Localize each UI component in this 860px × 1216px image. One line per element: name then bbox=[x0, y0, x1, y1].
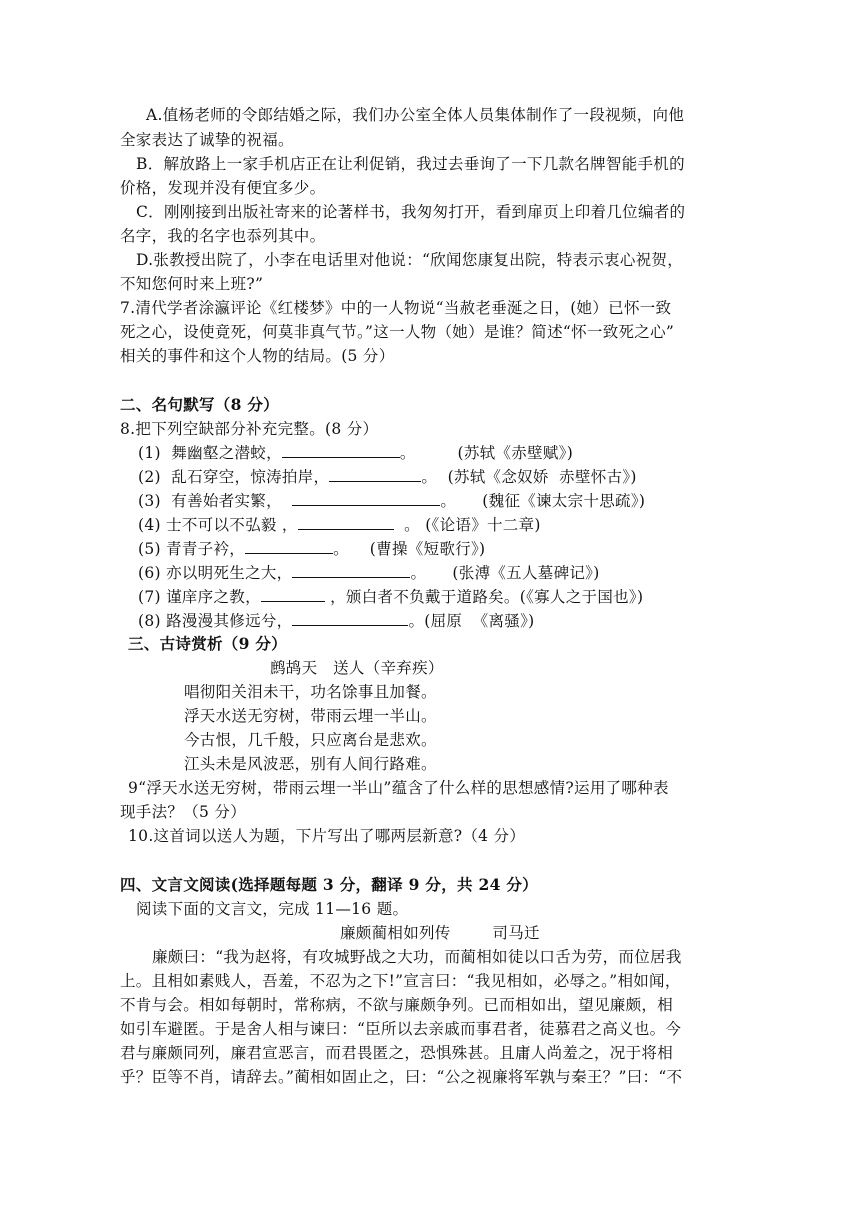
q8-prompt: 8.把下列空缺部分补充完整。(8 分） bbox=[120, 420, 379, 438]
fill-item-1: (1) 舞幽壑之潜蛟， 。 (苏轼《赤壁赋》) bbox=[138, 444, 574, 462]
answer-blank[interactable] bbox=[329, 466, 421, 482]
poem-line-2: 浮天水送无穷树，带雨云埋一半山。 bbox=[184, 707, 437, 725]
q6-option-a-line1: A.值杨老师的令郎结婚之际，我们办公室全体人员集体制作了一段视频，向他 bbox=[146, 106, 685, 124]
q7-line3: 相关的事件和这个人物的结局。(5 分） bbox=[120, 347, 395, 365]
passage-line-6: 乎？臣等不肖，请辞去。”蔺相如固止之，曰：“公之视廉将军孰与秦王？”曰：“不 bbox=[120, 1068, 683, 1086]
passage-line-4: 如引车避匿。于是舍人相与谏曰：“臣所以去亲戚而事君者，徒慕君之高义也。今 bbox=[120, 1020, 682, 1038]
poem-title: 鹧鸪天 送人（辛弃疾） bbox=[270, 659, 444, 677]
answer-blank[interactable] bbox=[245, 538, 333, 554]
fill-item-5: (5) 青青子衿， 。 (曹操《短歌行》) bbox=[138, 540, 486, 558]
q9-line2: 现手法？（5 分） bbox=[120, 803, 246, 821]
q9-line1: 9“浮天水送无穷树，带雨云埋一半山”蕴含了什么样的思想感情?运用了哪种表 bbox=[128, 779, 669, 797]
section3-heading: 三、古诗赏析（9 分） bbox=[128, 634, 287, 653]
answer-blank[interactable] bbox=[282, 442, 400, 458]
q6-option-d-line1: D.张教授出院了，小李在电话里对他说：“欣闻您康复出院，特表示衷心祝贺， bbox=[136, 251, 684, 269]
poem-line-1: 唱彻阳关泪未干，功名馀事且加餐。 bbox=[184, 683, 437, 701]
answer-blank[interactable] bbox=[292, 490, 440, 506]
q6-option-d-line2: 不知您何时来上班?” bbox=[120, 275, 264, 293]
passage-line-3: 不肯与会。相如每朝时，常称病，不欲与廉颇争列。已而相如出，望见廉颇，相 bbox=[120, 996, 674, 1014]
q6-option-b-line1: B．解放路上一家手机店正在让利促销，我过去垂询了一下几款名牌智能手机的 bbox=[136, 155, 685, 173]
section4-heading: 四、文言文阅读(选择题每题 3 分，翻译 9 分，共 24 分） bbox=[120, 875, 538, 894]
q7-line2: 死之心，设使竟死，何莫非真气节。”这一人物（她）是谁？简述“怀一致死之心” bbox=[120, 323, 675, 341]
section2-heading: 二、名句默写（8 分） bbox=[120, 395, 279, 414]
fill-item-7: (7) 谨庠序之教， ，颁白者不负戴于道路矣。(《寡人之于国也》) bbox=[138, 588, 644, 606]
answer-blank[interactable] bbox=[261, 586, 325, 602]
q6-option-c-line1: C．刚刚接到出版社寄来的论著样书，我匆匆打开，看到扉页上印着几位编者的 bbox=[136, 203, 686, 221]
answer-blank[interactable] bbox=[292, 562, 410, 578]
q7-line1: 7.清代学者涂瀛评论《红楼梦》中的一人物说“当赦老垂涎之日，(她）已怀一致 bbox=[120, 299, 672, 317]
fill-item-8: (8) 路漫漫其修远兮， 。(屈原 《离骚》) bbox=[138, 612, 535, 630]
q10: 10.这首词以送人为题，下片写出了哪两层新意?（4 分） bbox=[128, 827, 526, 845]
poem-line-3: 今古恨，几千般，只应离台是悲欢。 bbox=[184, 731, 437, 749]
passage-line-1: 廉颇曰：“我为赵将，有攻城野战之大功，而蔺相如徒以口舌为劳，而位居我 bbox=[152, 948, 682, 966]
answer-blank[interactable] bbox=[298, 514, 394, 530]
fill-item-6: (6) 亦以明死生之大， 。 (张溥《五人墓碑记》) bbox=[138, 564, 600, 582]
poem-line-4: 江头未是风波恶，别有人间行路难。 bbox=[184, 755, 437, 773]
passage-line-2: 上。且相如素贱人，吾羞，不忍为之下!”宣言曰：“我见相如，必辱之。”相如闻， bbox=[120, 972, 681, 990]
passage-title: 廉颇蔺相如列传 司马迁 bbox=[340, 924, 540, 942]
q6-option-a-line2: 全家表达了诚挚的祝福。 bbox=[120, 131, 294, 149]
fill-item-4: (4) 士不可以不弘毅 ， 。 (《论语》十二章) bbox=[138, 516, 541, 534]
fill-item-3: (3) 有善始者实繁， 。 (魏征《谏太宗十思疏》) bbox=[138, 492, 646, 510]
q6-option-b-line2: 价格，发现并没有便宜多少。 bbox=[120, 179, 326, 197]
fill-item-2: (2) 乱石穿空，惊涛拍岸， 。 (苏轼《念奴娇 赤壁怀古》) bbox=[138, 468, 637, 486]
section4-intro: 阅读下面的文言文，完成 11—16 题。 bbox=[136, 900, 409, 918]
q6-option-c-line2: 名字，我的名字也忝列其中。 bbox=[120, 227, 326, 245]
passage-line-5: 君与廉颇同列，廉君宣恶言，而君畏匿之，恐惧殊甚。且庸人尚羞之，况于将相 bbox=[120, 1044, 674, 1062]
answer-blank[interactable] bbox=[292, 610, 408, 626]
